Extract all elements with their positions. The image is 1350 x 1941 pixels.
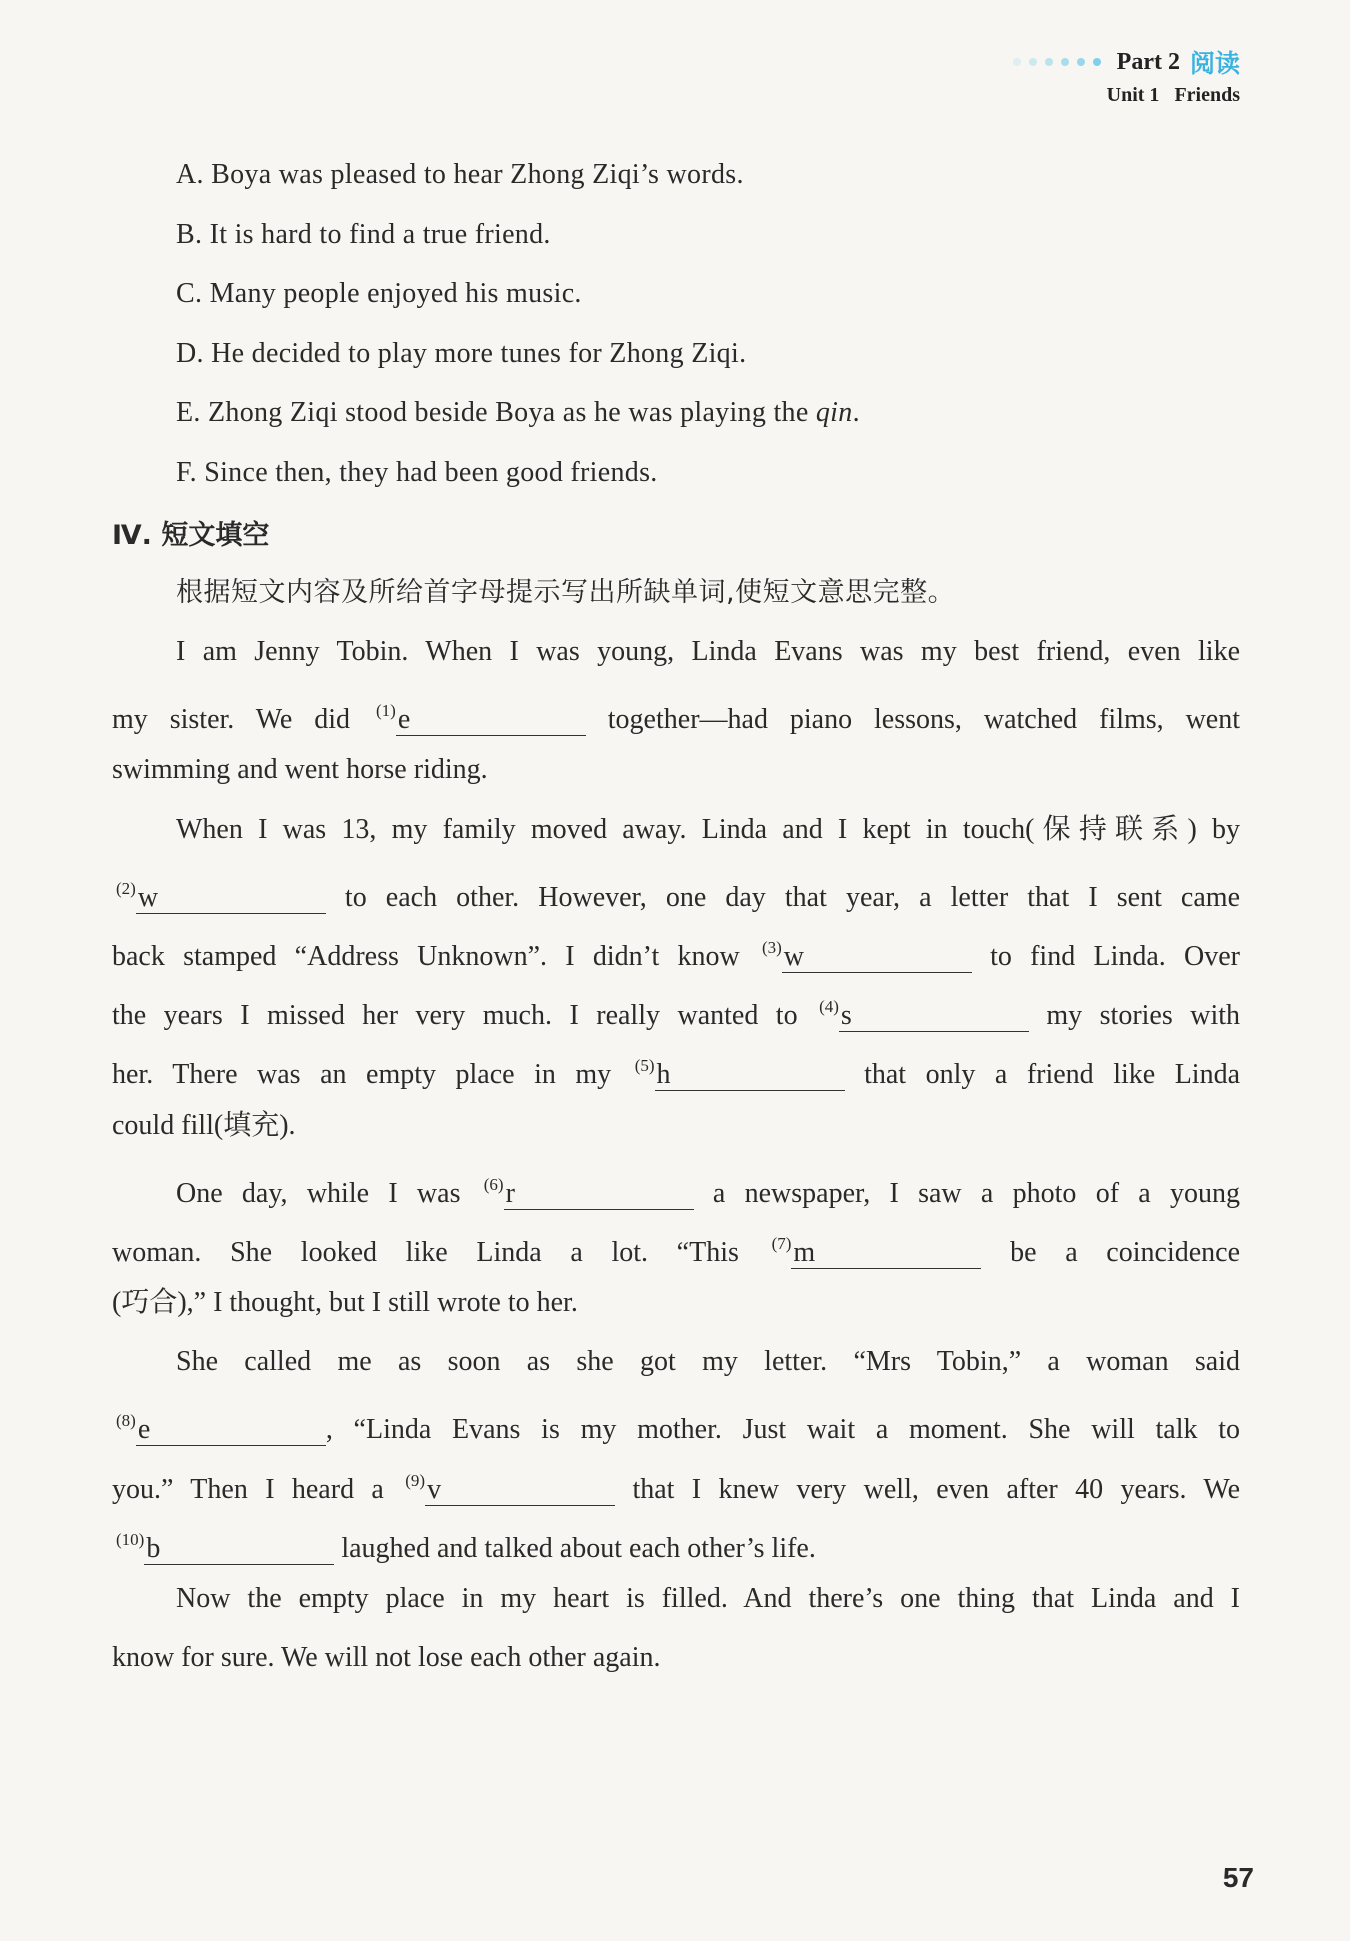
passage-line: $^{(10)}$b laughed and talked about each other’s life.: [116, 1529, 816, 1564]
unit-label: Unit 1 Friends: [1106, 84, 1240, 106]
passage-line: back stamped “Address Unknown”. I didn’t know $^{(3)}$w to find Linda. Over: [112, 937, 1241, 972]
passage-line: $^{(8)}$e , “Linda Evans is my mother. Just wait a moment. She will talk to: [116, 1411, 1240, 1446]
passage-line: know for sure. We will not lose each other again.: [112, 1642, 661, 1674]
passage-line: could fill(填充).: [112, 1109, 296, 1141]
passage-line: my sister. We did $^{(1)}$e together—had piano lessons, watched films, went: [112, 701, 1241, 736]
option-a: A. Boya was pleased to hear Zhong Ziqi’s words.: [176, 159, 744, 190]
option-list: [176, 155, 860, 512]
option-f: F. Since then, they had been good friends.: [176, 456, 658, 488]
blank-2[interactable]: w: [136, 883, 326, 914]
passage-line: woman. She looked like Linda a lot. “This $^{(7)}$m be a coincidence: [112, 1233, 1241, 1268]
passage-line: I am Jenny Tobin. When I was young, Linda Evans was my best friend, even like: [176, 636, 1240, 667]
option-d: D. He decided to play more tunes for Zhong Ziqi.: [176, 337, 747, 369]
passage-line: swimming and went horse riding.: [112, 754, 488, 786]
blank-8[interactable]: e: [136, 1415, 326, 1446]
passage-line: Now the empty place in my heart is filled. And there’s one thing that Linda and I: [176, 1583, 1240, 1614]
part-label: Part 2: [1116, 48, 1180, 75]
page-number: 57: [1222, 1862, 1254, 1893]
part-cn-label: 阅读: [1189, 49, 1240, 78]
passage-line: (巧合),” I thought, but I still wrote to her.: [112, 1287, 578, 1319]
blank-9[interactable]: v: [425, 1475, 615, 1506]
blank-6[interactable]: r: [504, 1179, 694, 1210]
blank-10[interactable]: b: [144, 1534, 334, 1565]
decorative-dots: [1013, 58, 1101, 66]
blank-7[interactable]: m: [791, 1238, 981, 1269]
passage-line: you.” Then I heard a $^{(9)}$v that I knew very well, even after 40 years. We: [112, 1470, 1241, 1505]
blank-1[interactable]: e: [396, 705, 586, 736]
passage-line: the years I missed her very much. I really wanted to $^{(4)}$s my stories with: [112, 997, 1241, 1032]
passage-line: her. There was an empty place in my $^{(5)}$h that only a friend like Linda: [112, 1056, 1241, 1091]
blank-3[interactable]: w: [782, 942, 972, 973]
passage-line: When I was 13, my family moved away. Linda and I kept in touch(保持联系) by: [176, 813, 1240, 845]
option-b: B. It is hard to find a true friend.: [176, 218, 551, 250]
section-title: Ⅳ. 短文填空: [112, 520, 270, 551]
blank-5[interactable]: h: [655, 1060, 845, 1091]
passage: [112, 630, 1240, 1695]
section-instruction: 根据短文内容及所给首字母提示写出所缺单词,使短文意思完整。: [176, 577, 956, 608]
option-c: C. Many people enjoyed his music.: [176, 278, 582, 309]
passage-line: $^{(2)}$w to each other. However, one day that year, a letter that I sent came: [116, 878, 1240, 913]
passage-line: One day, while I was $^{(6)}$r a newspaper, I saw a photo of a young: [176, 1174, 1241, 1209]
option-e: E. Zhong Ziqi stood beside Boya as he was playing the qin.: [176, 397, 860, 428]
passage-line: She called me as soon as she got my letter. “Mrs Tobin,” a woman said: [176, 1346, 1240, 1378]
blank-4[interactable]: s: [839, 1001, 1029, 1032]
page-header: [1013, 44, 1240, 107]
